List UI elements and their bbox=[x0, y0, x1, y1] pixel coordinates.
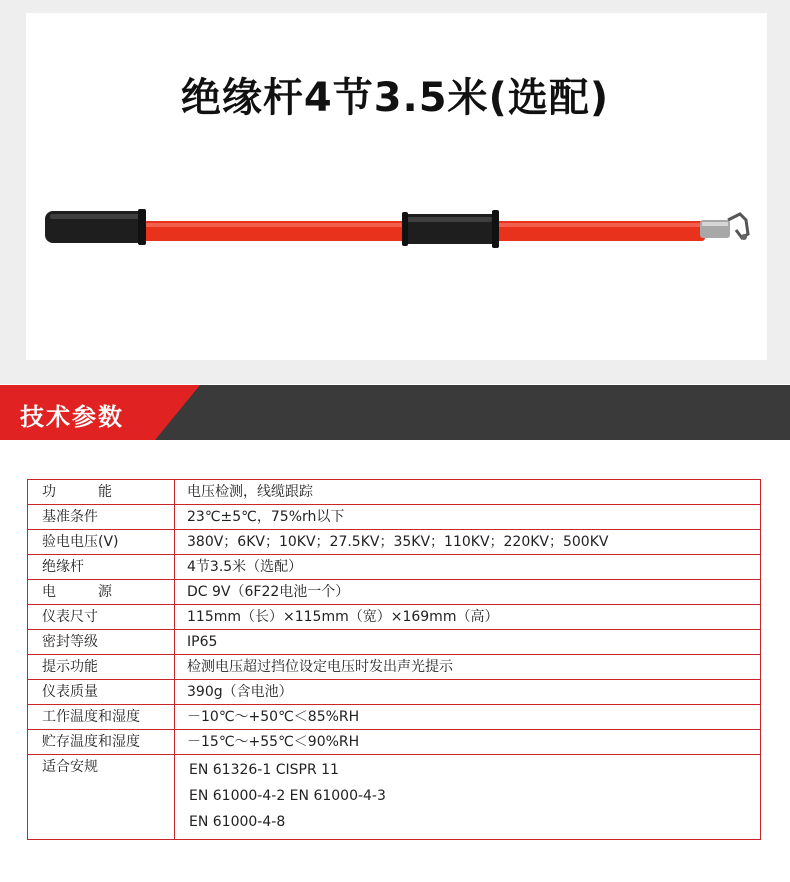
spec-value: －10℃～+50℃＜85%RH bbox=[175, 705, 761, 730]
spec-label: 功 能 bbox=[28, 480, 175, 505]
table-row bbox=[28, 705, 761, 730]
compliance-list bbox=[187, 755, 760, 839]
section-banner bbox=[0, 385, 790, 440]
table-row bbox=[28, 480, 761, 505]
spec-label: 贮存温度和湿度 bbox=[28, 730, 175, 755]
table-row bbox=[28, 605, 761, 630]
table-row bbox=[28, 730, 761, 755]
spec-label: 提示功能 bbox=[28, 655, 175, 680]
spec-value-compliance bbox=[175, 755, 761, 840]
specifications-table bbox=[27, 479, 761, 840]
spec-value: 390g（含电池） bbox=[175, 680, 761, 705]
table-row bbox=[28, 505, 761, 530]
spec-value: 115mm（长）×115mm（宽）×169mm（高） bbox=[175, 605, 761, 630]
table-row bbox=[28, 630, 761, 655]
compliance-line: EN 61000-4-2 EN 61000-4-3 bbox=[189, 788, 386, 804]
table-row bbox=[28, 555, 761, 580]
spec-label: 仪表质量 bbox=[28, 680, 175, 705]
spec-value: 检测电压超过挡位设定电压时发出声光提示 bbox=[175, 655, 761, 680]
insulating-pole-image bbox=[0, 190, 790, 270]
spec-value: 23℃±5℃，75%rh以下 bbox=[175, 505, 761, 530]
spec-value: DC 9V（6F22电池一个） bbox=[175, 580, 761, 605]
table-row bbox=[28, 530, 761, 555]
spec-label: 仪表尺寸 bbox=[28, 605, 175, 630]
spec-label: 工作温度和湿度 bbox=[28, 705, 175, 730]
spec-value: IP65 bbox=[175, 630, 761, 655]
spec-value: 380V；6KV；10KV；27.5KV；35KV；110KV；220KV；500KV bbox=[175, 530, 761, 555]
table-row bbox=[28, 680, 761, 705]
section-title: 技术参数 bbox=[20, 403, 124, 431]
spec-label: 适合安规 bbox=[28, 755, 175, 840]
compliance-line: EN 61000-4-8 bbox=[189, 814, 286, 830]
product-title: 绝缘杆4节3.5米(选配) bbox=[180, 75, 610, 121]
table-row bbox=[28, 655, 761, 680]
table-row bbox=[28, 580, 761, 605]
compliance-line: EN 61326-1 CISPR 11 bbox=[189, 762, 339, 778]
product-hero bbox=[0, 0, 790, 384]
spec-label: 验电电压(V) bbox=[28, 530, 175, 555]
spec-label: 基准条件 bbox=[28, 505, 175, 530]
spec-value: 4节3.5米（选配） bbox=[175, 555, 761, 580]
table-row bbox=[28, 755, 761, 840]
spec-value: 电压检测，线缆跟踪 bbox=[175, 480, 761, 505]
spec-value: －15℃～+55℃＜90%RH bbox=[175, 730, 761, 755]
spec-label: 绝缘杆 bbox=[28, 555, 175, 580]
spec-label: 密封等级 bbox=[28, 630, 175, 655]
spec-label: 电 源 bbox=[28, 580, 175, 605]
